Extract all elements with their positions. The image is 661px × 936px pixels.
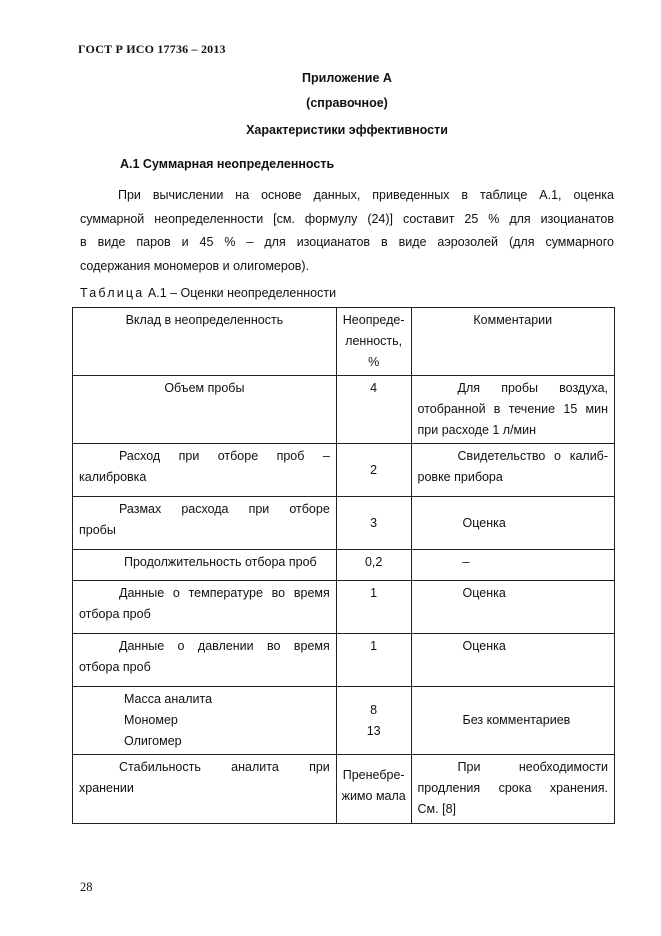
paragraph-line: При вычислении на основе данных, приведенных в таблице А.1, оценка: [118, 188, 614, 202]
cell-line: Без комментариев: [462, 713, 571, 727]
header-comments: Комментарии: [411, 308, 614, 376]
cell-line: Оценка: [462, 639, 506, 653]
cell-line: Мономер: [124, 713, 178, 727]
table-row: [73, 497, 615, 550]
standard-designation: ГОСТ Р ИСО 17736 – 2013: [78, 42, 226, 56]
uncertainty-table: [72, 307, 615, 824]
cell-line: –: [462, 555, 470, 569]
page-number: 28: [80, 880, 93, 894]
table-row: [73, 581, 615, 634]
paragraph-line: в виде паров и 45 % – для изоцианатов в виде аэрозолей (для суммарного: [80, 235, 614, 249]
table-row: [73, 376, 615, 444]
cell-line: пробы: [79, 523, 116, 537]
cell-source: [73, 550, 337, 581]
cell-source: [73, 755, 337, 824]
cell-uncertainty: 3: [336, 497, 411, 550]
cell-line: См. [8]: [417, 802, 456, 816]
table-row: [73, 634, 615, 687]
cell-line: Для пробы воздуха,: [457, 381, 608, 395]
cell-uncertainty: 1: [336, 634, 411, 687]
cell-line: Масса аналита: [124, 692, 213, 706]
cell-line: хранении: [79, 781, 134, 795]
cell-uncertainty: 2: [336, 444, 411, 497]
cell-source: [73, 444, 337, 497]
cell-line: Свидетельство о калиб-: [457, 449, 608, 463]
cell-comment: [411, 581, 614, 634]
cell-comment: [411, 634, 614, 687]
cell-comment: [411, 497, 614, 550]
cell-source: [73, 581, 337, 634]
table-caption-text: А.1 – Оценки неопределенности: [144, 286, 337, 300]
cell-source: [73, 634, 337, 687]
cell-line: При необходимости: [457, 760, 608, 774]
section-title: А.1 Суммарная неопределенность: [120, 157, 335, 171]
cell-uncertainty: 8 13: [336, 687, 411, 755]
table-row: [73, 755, 615, 824]
paragraph-line: содержания мономеров и олигомеров).: [80, 258, 310, 273]
table-header-row: [73, 308, 615, 376]
cell-line: Данные о давлении во время: [119, 639, 330, 653]
cell-comment: [411, 755, 614, 824]
table-caption-prefix: Таблица: [80, 286, 145, 300]
paragraph-line: суммарной неопределенности [см. формулу (24)] составит 25 % для изоцианатов: [80, 211, 614, 226]
cell-source: [73, 687, 337, 755]
appendix-title: Приложение А: [302, 71, 392, 85]
header-uncertainty: Неопреде- ленность, %: [336, 308, 411, 376]
cell-comment: [411, 444, 614, 497]
cell-line: Оценка: [462, 586, 506, 600]
cell-uncertainty: 4: [336, 376, 411, 444]
cell-line: Данные о температуре во время: [119, 586, 330, 600]
header-source: Вклад в неопределенность: [73, 308, 337, 376]
cell-line: Расход при отборе проб –: [119, 449, 330, 463]
cell-source: [73, 497, 337, 550]
table-row: [73, 687, 615, 755]
table-caption: [80, 286, 336, 300]
cell-line: ровке прибора: [417, 470, 503, 484]
cell-line: Объем пробы: [164, 381, 245, 395]
cell-line: калибровка: [79, 470, 147, 484]
cell-comment: [411, 376, 614, 444]
cell-line: отбора проб: [79, 607, 151, 621]
cell-line: Оценка: [462, 515, 506, 530]
cell-line: отобранной в течение 15 мин: [417, 402, 608, 416]
cell-line: Стабильность аналита при: [119, 760, 330, 774]
table-row: [73, 550, 615, 581]
cell-uncertainty: 1: [336, 581, 411, 634]
appendix-heading: Характеристики эффективности: [246, 123, 448, 137]
table-row: [73, 444, 615, 497]
cell-line: отбора проб: [79, 660, 151, 674]
cell-line: продления срока хранения.: [417, 781, 608, 795]
cell-comment: [411, 687, 614, 755]
cell-line: Олигомер: [124, 734, 182, 748]
cell-line: Размах расхода при отборе: [119, 502, 330, 516]
cell-uncertainty: 0,2: [336, 550, 411, 581]
cell-line: при расходе 1 л/мин: [417, 423, 537, 437]
section-paragraph: [80, 184, 614, 278]
cell-source: [73, 376, 337, 444]
cell-comment: [411, 550, 614, 581]
appendix-status: (справочное): [306, 96, 388, 110]
cell-line: Продолжительность отбора проб: [124, 555, 317, 569]
cell-uncertainty: Пренебре- жимо мала: [336, 755, 411, 824]
